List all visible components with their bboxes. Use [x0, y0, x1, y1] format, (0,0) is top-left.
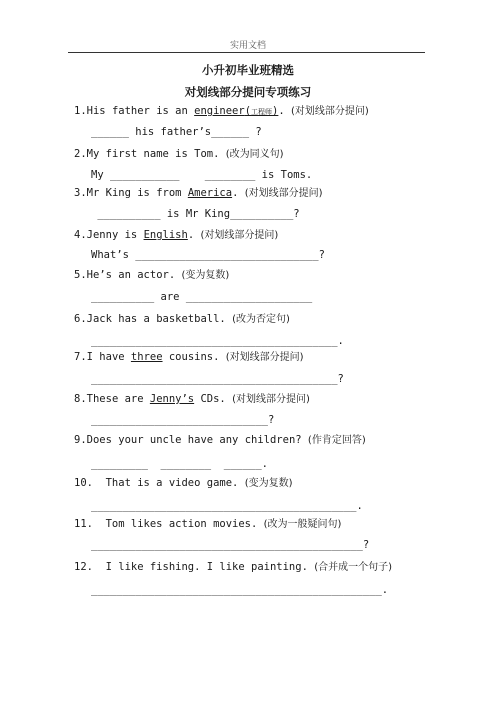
- question-7: 7.I have three cousins. (对划线部分提问): [74, 351, 304, 363]
- question-11: 11. Tom likes action movies. (改为一般疑问句): [74, 518, 342, 530]
- page-title: 小升初毕业班精选: [202, 63, 294, 77]
- answer-line-11: ___________________________________________?: [91, 539, 370, 551]
- question-1: 1.His father is an engineer(工程师). (对划线部分提问): [74, 105, 369, 117]
- underlined-word: engineer: [194, 105, 245, 117]
- page-subtitle: 对划线部分提问专项练习: [184, 85, 312, 99]
- question-12: 12. I like fishing. I like painting. (合并成一个句子): [74, 561, 393, 573]
- question-9: 9.Does your uncle have any children? (作肯定回答): [74, 434, 366, 446]
- answer-line-8: ____________________________?: [91, 414, 275, 426]
- answer-line-5: __________ are ____________________: [91, 291, 313, 303]
- page-header: 实用文档: [229, 41, 266, 51]
- question-5: 5.He’s an actor. (变为复数): [74, 269, 230, 281]
- question-4: 4.Jenny is English. (对划线部分提问): [74, 229, 279, 241]
- question-3: 3.Mr King is from America. (对划线部分提问): [74, 187, 323, 199]
- answer-line-10: __________________________________________.: [91, 500, 363, 512]
- answer-line-1: ______ his father’s______ ?: [91, 126, 262, 138]
- answer-line-6: _______________________________________.: [91, 335, 344, 347]
- underlined-word: America: [187, 187, 233, 199]
- answer-line-7: _______________________________________?: [91, 373, 344, 385]
- underlined-word: three: [130, 351, 163, 363]
- header-rule: [68, 52, 425, 53]
- question-6: 6.Jack has a basketball. (改为否定句): [74, 313, 290, 325]
- answer-line-9: _________ ________ ______.: [91, 458, 269, 470]
- answer-line-4: What’s _____________________________?: [91, 249, 325, 261]
- answer-line-12: ______________________________________________.: [91, 584, 389, 596]
- annotation: 工程师: [251, 108, 273, 116]
- underlined-word: Jenny’s: [149, 393, 195, 405]
- question-10: 10. That is a video game. (变为复数): [74, 477, 293, 489]
- answer-line-3: __________ is Mr King__________?: [91, 208, 300, 220]
- question-2: 2.My first name is Tom. (改为同义句): [74, 148, 284, 160]
- question-8: 8.These are Jenny’s CDs. (对划线部分提问): [74, 393, 310, 405]
- answer-line-2: My ___________ ________ is Toms.: [91, 169, 313, 181]
- underlined-word: English: [143, 229, 188, 241]
